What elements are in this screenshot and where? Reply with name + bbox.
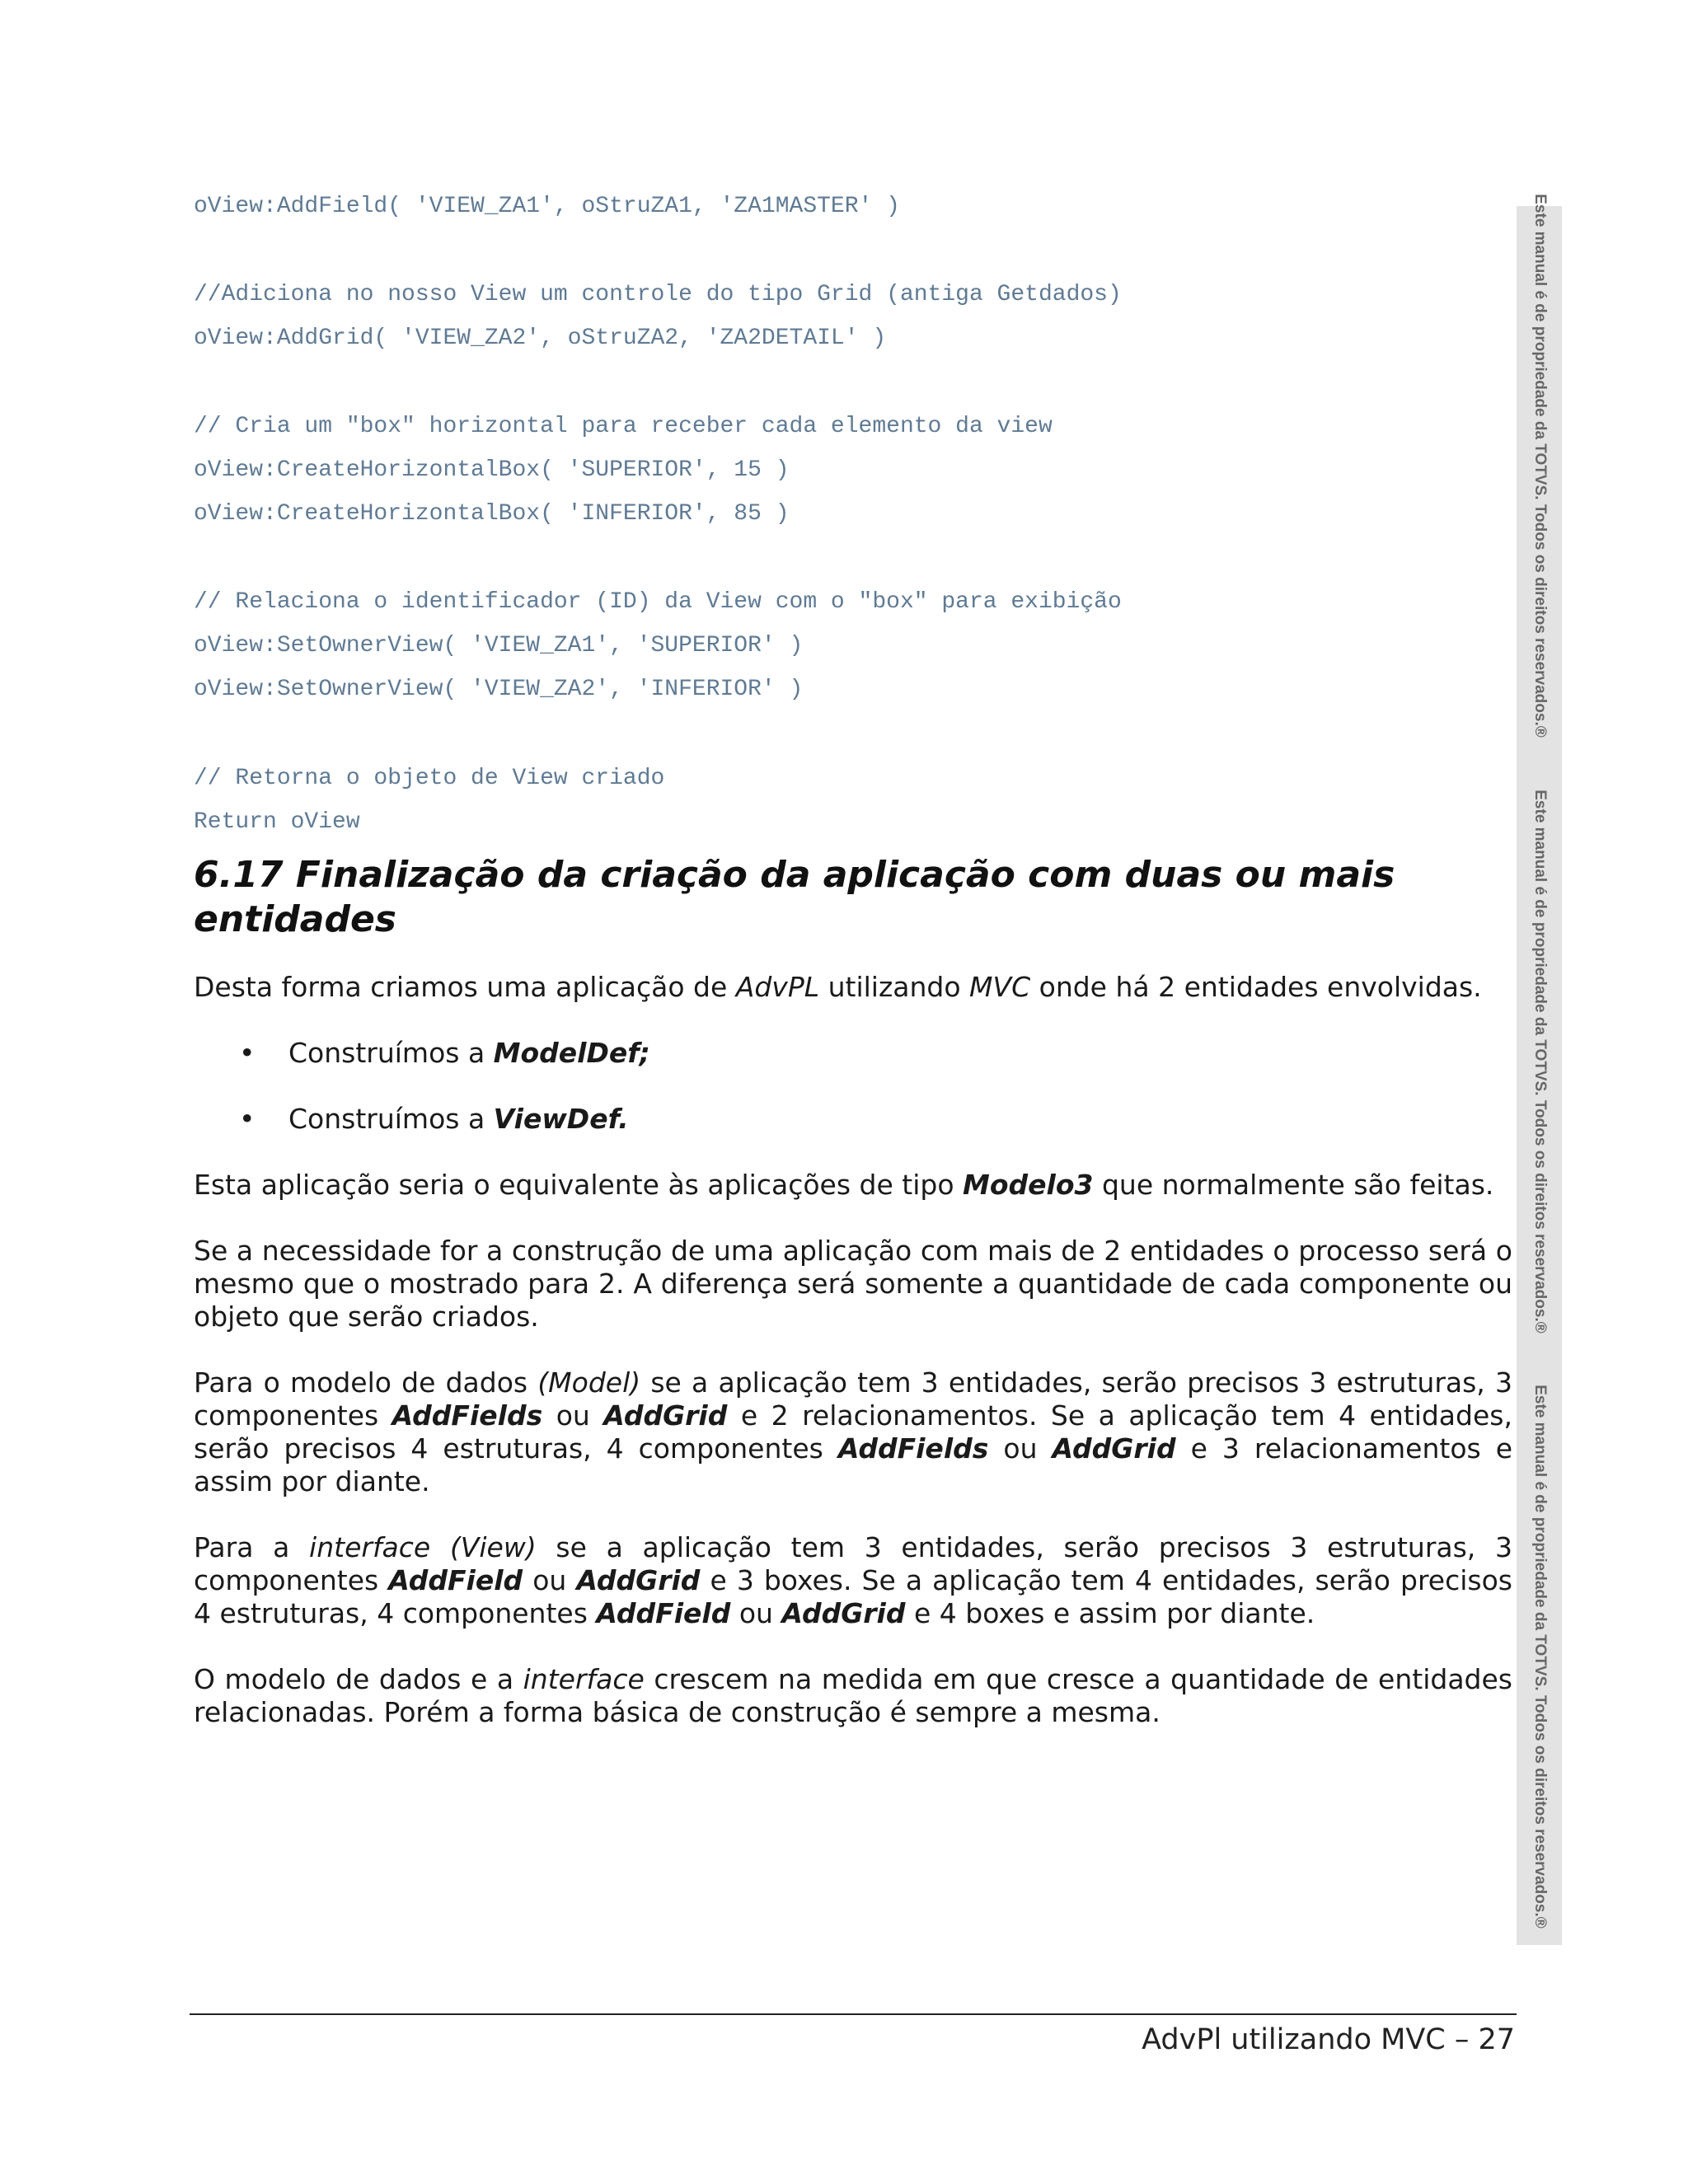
code-line: oView:SetOwnerView( 'VIEW_ZA1', 'SUPERIOR' ) xyxy=(194,633,804,658)
paragraph: Para a interface (View) se a aplicação tem 3 entidades, serão precisos 3 estruturas, 3 componentes AddField ou AddGrid e 3 boxes. Se a aplicação tem 4 entidades, serão precisos 4 estruturas, 4 componentes AddField ou AddGrid e 4 boxes e assim por diante. xyxy=(194,1531,1512,1629)
copyright-notice: Este manual é de propriedade da TOTVS. Todos os direitos reservados.® xyxy=(1531,1385,1549,1929)
code-line: oView:CreateHorizontalBox( 'INFERIOR', 85 ) xyxy=(194,501,790,527)
bullet-icon: • xyxy=(239,1103,256,1135)
copyright-sidebar xyxy=(1517,194,1562,1945)
paragraph: Se a necessidade for a construção de uma aplicação com mais de 2 entidades o processo será o mesmo que o mostrado para 2. A diferença será somente a quantidade de cada componente ou objeto que serão criados. xyxy=(194,1235,1512,1333)
paragraph: Esta aplicação seria o equivalente às aplicações de tipo Modelo3 que normalmente são feitas. xyxy=(194,1169,1494,1201)
page-footer: AdvPl utilizando MVC – 27 xyxy=(1142,2023,1515,2056)
code-comment: //Adiciona no nosso View um controle do tipo Grid (antiga Getdados) xyxy=(194,282,1122,307)
code-comment: // Cria um "box" horizontal para receber cada elemento da view xyxy=(194,414,1053,439)
section-heading xyxy=(194,853,1512,942)
bullet-icon: • xyxy=(239,1037,256,1069)
footer-divider xyxy=(190,2013,1517,2015)
code-line: oView:AddGrid( 'VIEW_ZA2', oStruZA2, 'ZA2DETAIL' ) xyxy=(194,326,887,351)
paragraph: Para o modelo de dados (Model) se a aplicação tem 3 entidades, serão precisos 3 estruturas, 3 componentes AddFields ou AddGrid e 2 relacionamentos. Se a aplicação tem 4 entidades, serão precisos 4 estruturas, 4 componentes AddFields ou AddGrid e 3 relacionamentos e assim por diante. xyxy=(194,1366,1512,1497)
code-line: oView:AddField( 'VIEW_ZA1', oStruZA1, 'ZA1MASTER' ) xyxy=(194,194,900,219)
code-line: Return oView xyxy=(194,809,360,835)
code-line: oView:SetOwnerView( 'VIEW_ZA2', 'INFERIOR' ) xyxy=(194,677,804,702)
copyright-notice: Este manual é de propriedade da TOTVS. Todos os direitos reservados.® xyxy=(1531,194,1549,738)
code-comment: // Retorna o objeto de View criado xyxy=(194,766,665,791)
copyright-notice: Este manual é de propriedade da TOTVS. Todos os direitos reservados.® xyxy=(1531,790,1549,1333)
code-comment: // Relaciona o identificador (ID) da View com o "box" para exibição xyxy=(194,589,1122,615)
heading-line-1: 6.17 Finalização da criação da aplicação com duas ou mais xyxy=(194,854,1395,896)
code-line: oView:CreateHorizontalBox( 'SUPERIOR', 15 ) xyxy=(194,457,790,483)
intro-paragraph: Desta forma criamos uma aplicação de AdvPL utilizando MVC onde há 2 entidades envolvidas. xyxy=(194,971,1482,1003)
paragraph: O modelo de dados e a interface crescem na medida em que cresce a quantidade de entidades relacionadas. Porém a forma básica de construção é sempre a mesma. xyxy=(194,1663,1512,1728)
heading-line-2: entidades xyxy=(194,898,396,940)
